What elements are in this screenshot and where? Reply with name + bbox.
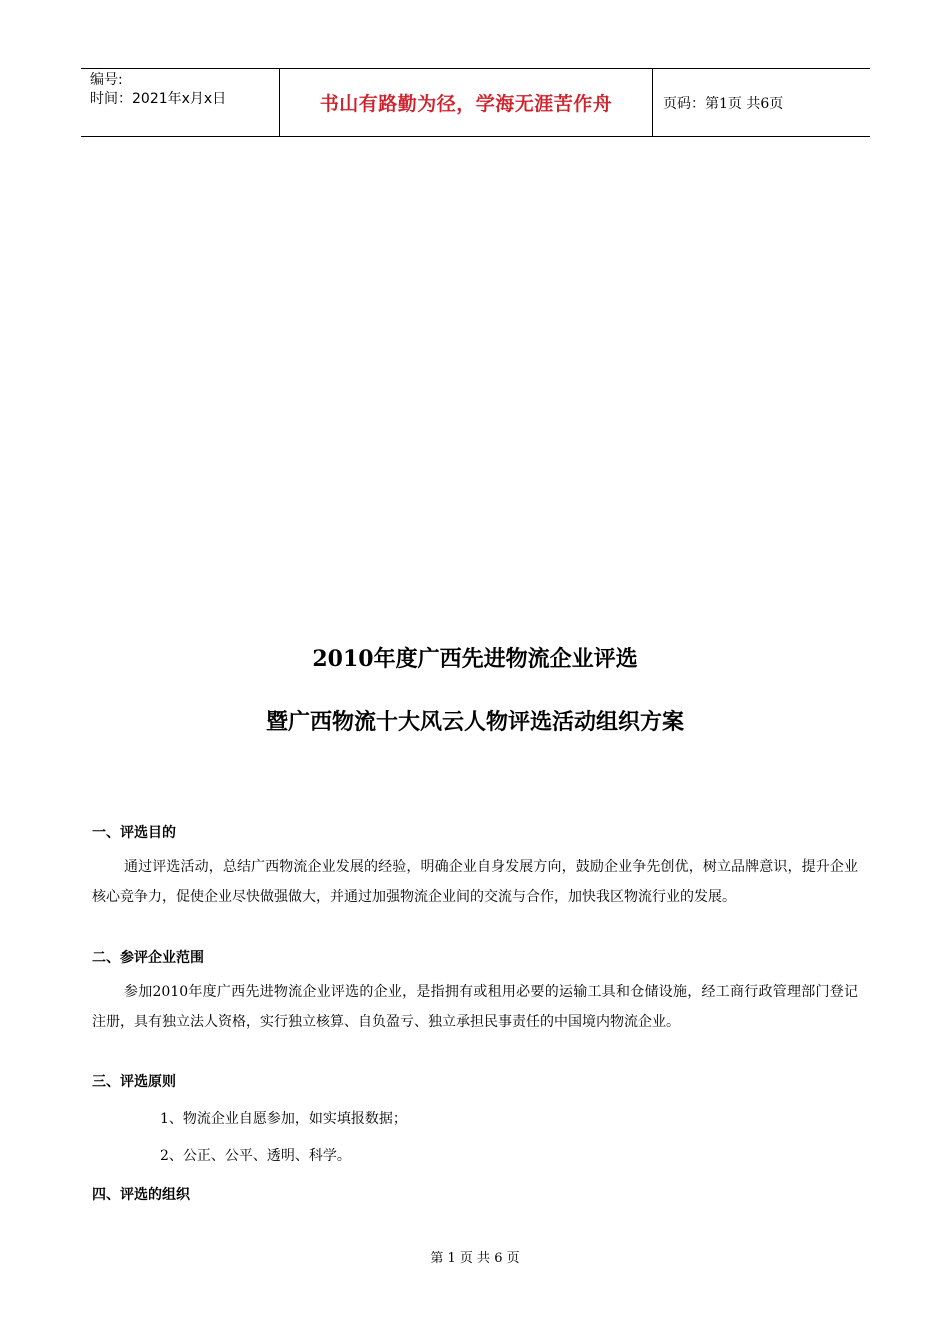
title-line-2: 暨广西物流十大风云人物评选活动组织方案 (265, 709, 684, 735)
header-page-info: 页码：第1页 共6页 (663, 95, 784, 112)
section-paragraph-1: 通过评选活动，总结广西物流企业发展的经验，明确企业自身发展方向，鼓励企业争先创优，树立品牌意识，提升企业核心竞争力，促使企业尽快做强做大，并通过加强物流企业间的交流与合作，加快我区物流行业的发展。 (92, 859, 858, 905)
header-meta (81, 69, 280, 136)
header-motto: 书山有路勤为径，学海无涯苦作舟 (280, 69, 653, 136)
page-footer: 第 1 页 共 6 页 (430, 1251, 520, 1266)
list-item: 1、物流企业自愿参加，如实填报数据； (160, 1111, 407, 1127)
section-heading-2: 二、参评企业范围 (92, 950, 204, 966)
header-table (81, 68, 870, 137)
section-heading-1: 一、评选目的 (92, 825, 176, 841)
number-label: 编号: (90, 72, 123, 88)
section-heading-4: 四、评选的组织 (92, 1187, 190, 1203)
list-item: 2、公正、公平、透明、科学。 (160, 1148, 351, 1164)
section-paragraph-2: 参加2010年度广西先进物流企业评选的企业，是指拥有或租用必要的运输工具和仓储设施，经工商行政管理部门登记注册，具有独立法人资格，实行独立核算、自负盈亏、独立承担民事责任的中国境内物流企业。 (92, 984, 858, 1030)
time-label: 时间：2021年x月x日 (90, 91, 227, 107)
section-heading-3: 三、评选原则 (92, 1074, 176, 1090)
title-line-1: 2010年度广西先进物流企业评选 (312, 646, 638, 672)
